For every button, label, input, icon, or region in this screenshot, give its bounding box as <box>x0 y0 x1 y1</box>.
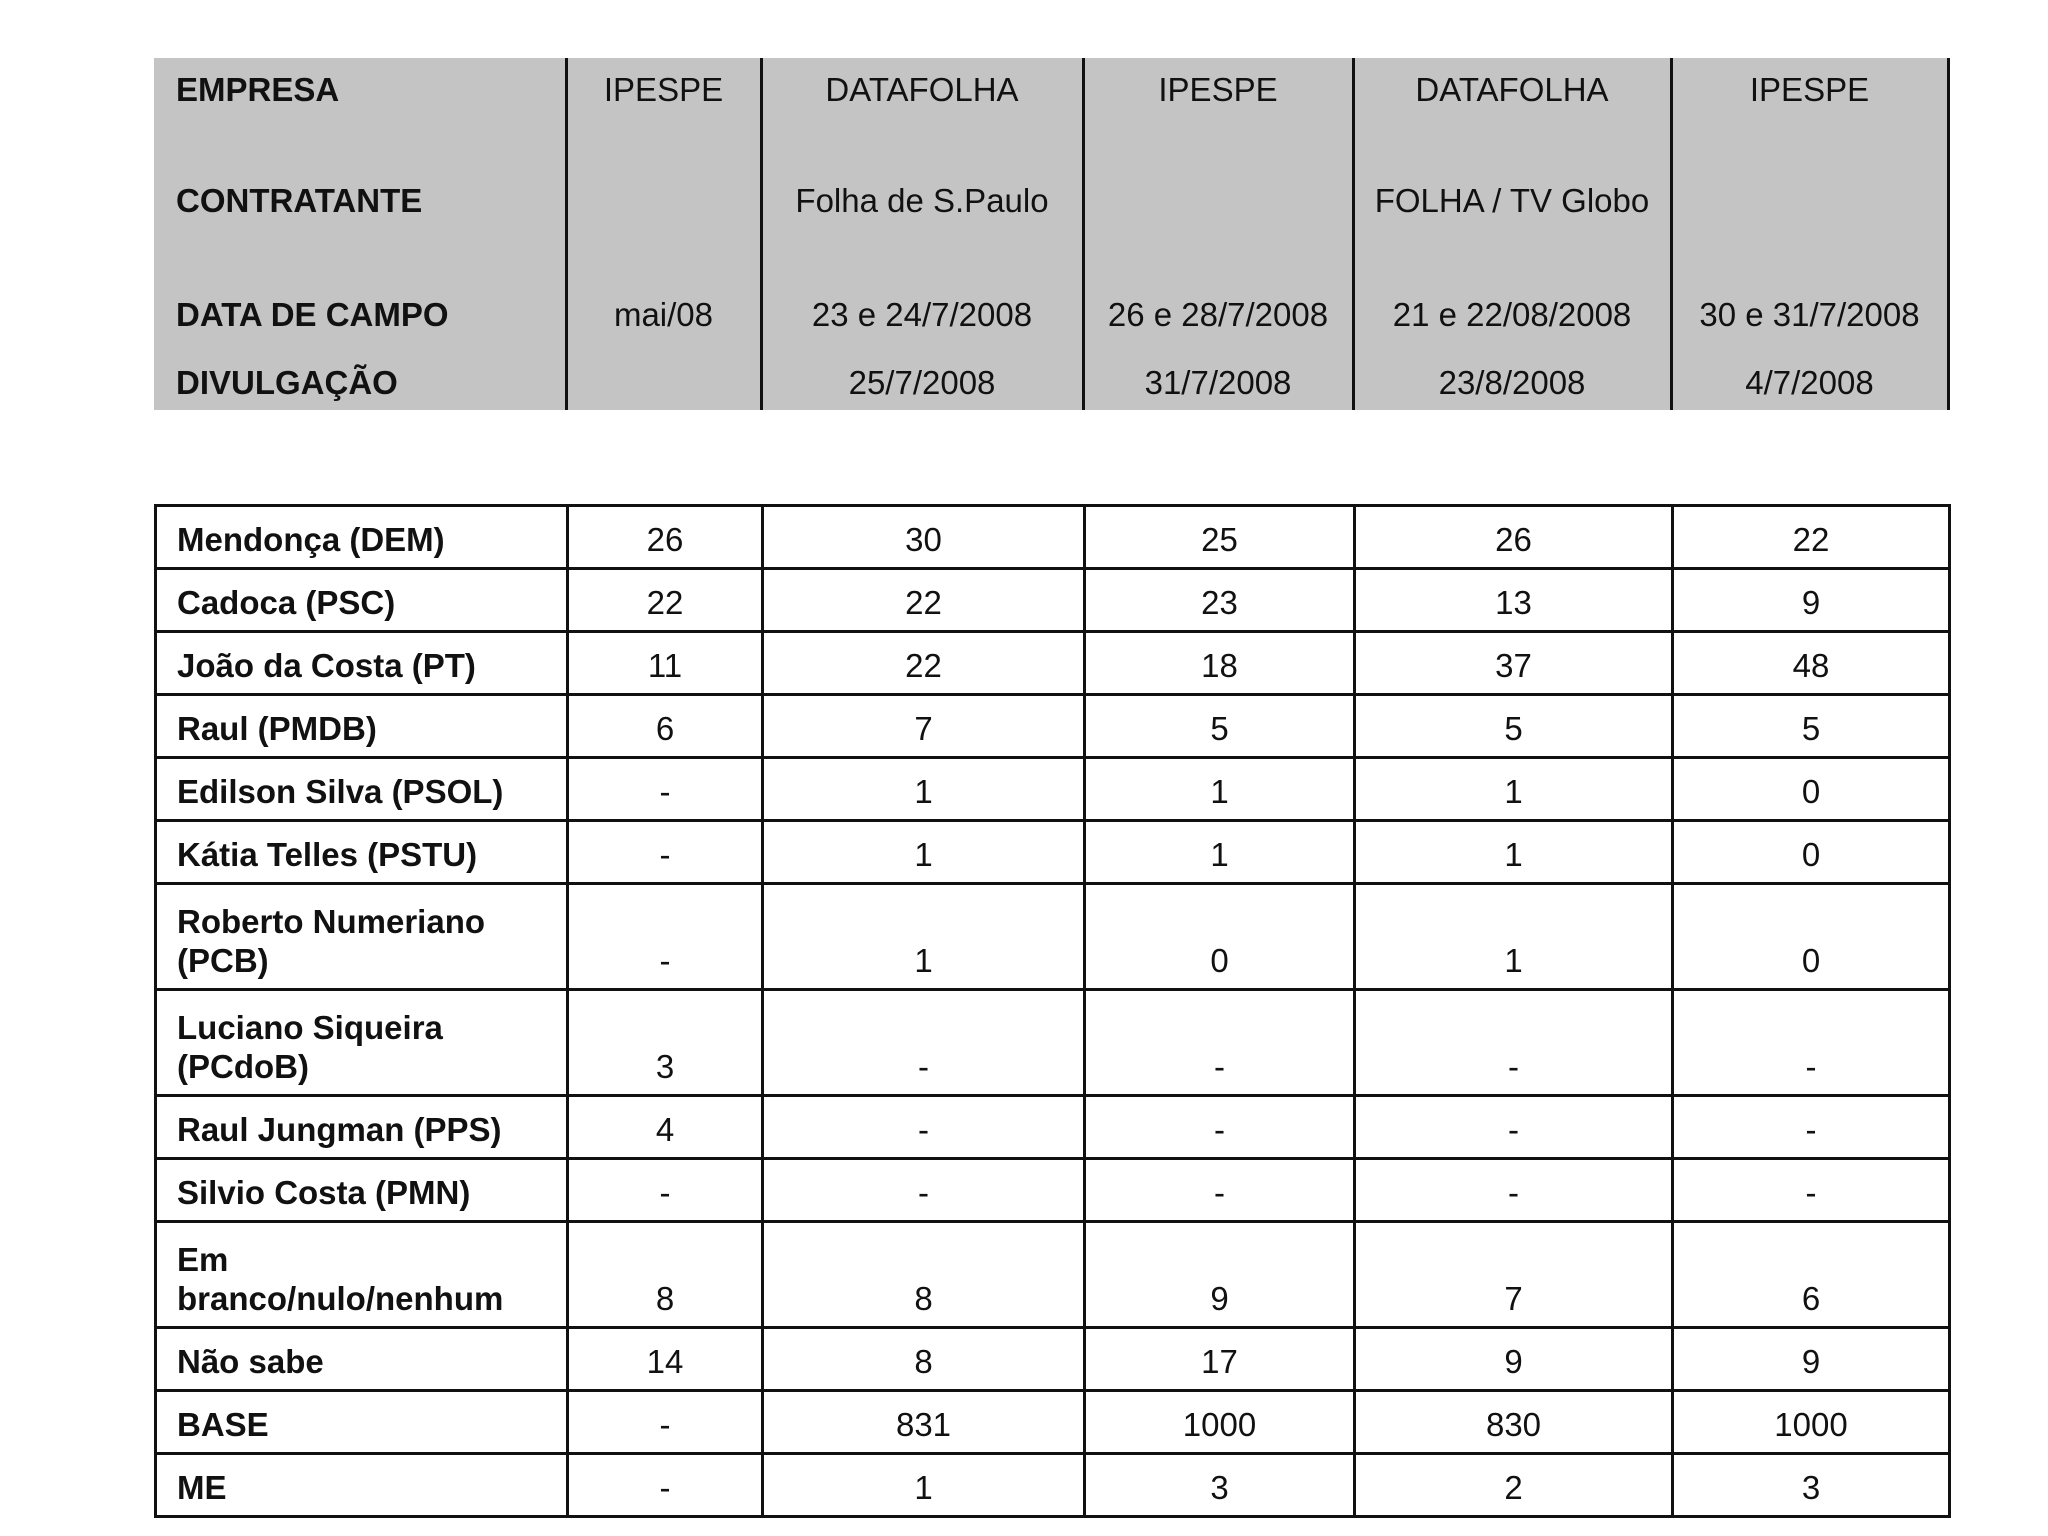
result-cell: 7 <box>1355 1222 1673 1328</box>
result-cell: 1000 <box>1673 1391 1950 1454</box>
table-row <box>156 1159 1950 1222</box>
header-cell: 25/7/2008 <box>761 340 1083 410</box>
header-cell <box>566 340 761 410</box>
header-cell: mai/08 <box>566 228 761 340</box>
candidate-label: João da Costa (PT) <box>156 632 568 695</box>
result-cell: - <box>568 1159 763 1222</box>
result-cell: - <box>568 1454 763 1517</box>
result-cell: 23 <box>1085 569 1355 632</box>
result-cell: - <box>763 990 1085 1096</box>
result-cell: 22 <box>763 569 1085 632</box>
result-cell: 5 <box>1355 695 1673 758</box>
table-row <box>156 990 1950 1096</box>
result-cell: 30 <box>763 506 1085 569</box>
result-cell: 22 <box>1673 506 1950 569</box>
result-cell: 1 <box>1355 758 1673 821</box>
result-cell: - <box>568 1391 763 1454</box>
candidate-label: Kátia Telles (PSTU) <box>156 821 568 884</box>
candidate-label: Edilson Silva (PSOL) <box>156 758 568 821</box>
result-cell: 1 <box>763 821 1085 884</box>
result-cell: - <box>1085 990 1355 1096</box>
header-cell <box>1671 142 1948 228</box>
result-cell: - <box>1355 1159 1673 1222</box>
candidate-label: Mendonça (DEM) <box>156 506 568 569</box>
table-row <box>156 1222 1950 1328</box>
table-row <box>156 632 1950 695</box>
header-label: CONTRATANTE <box>176 182 423 219</box>
result-cell: 9 <box>1355 1328 1673 1391</box>
candidate-label: BASE <box>156 1391 568 1454</box>
header-cell: FOLHA / TV Globo <box>1353 142 1671 228</box>
result-cell: 37 <box>1355 632 1673 695</box>
result-cell: 4 <box>568 1096 763 1159</box>
candidate-label: Luciano Siqueira (PCdoB) <box>156 990 568 1096</box>
header-cell: DATAFOLHA <box>761 58 1083 142</box>
result-cell: 1 <box>763 1454 1085 1517</box>
header-cell: Folha de S.Paulo <box>761 142 1083 228</box>
result-cell: - <box>1355 1096 1673 1159</box>
header-cell: 23/8/2008 <box>1353 340 1671 410</box>
result-cell: 22 <box>568 569 763 632</box>
result-cell: 9 <box>1673 1328 1950 1391</box>
table-row <box>156 569 1950 632</box>
candidate-label: Raul Jungman (PPS) <box>156 1096 568 1159</box>
table-row <box>156 884 1950 990</box>
result-cell: 1 <box>1085 758 1355 821</box>
candidate-label: Raul (PMDB) <box>156 695 568 758</box>
header-label: EMPRESA <box>176 71 340 108</box>
results-table <box>154 504 1951 1518</box>
result-cell: 6 <box>1673 1222 1950 1328</box>
result-cell: 8 <box>763 1328 1085 1391</box>
result-cell: - <box>1673 990 1950 1096</box>
result-cell: 18 <box>1085 632 1355 695</box>
result-cell: 7 <box>763 695 1085 758</box>
table-row <box>156 758 1950 821</box>
result-cell: 0 <box>1085 884 1355 990</box>
header-cell: 30 e 31/7/2008 <box>1671 228 1948 340</box>
result-cell: - <box>763 1096 1085 1159</box>
candidate-label: Não sabe <box>156 1328 568 1391</box>
candidate-label: Em branco/nulo/nenhum <box>156 1222 568 1328</box>
result-cell: 1000 <box>1085 1391 1355 1454</box>
table-row <box>156 1454 1950 1517</box>
result-cell: 1 <box>763 758 1085 821</box>
header-label: DATA DE CAMPO <box>176 296 449 333</box>
result-cell: - <box>763 1159 1085 1222</box>
result-cell: - <box>568 821 763 884</box>
result-cell: 1 <box>1085 821 1355 884</box>
result-cell: 3 <box>1085 1454 1355 1517</box>
result-cell: 1 <box>763 884 1085 990</box>
result-cell: 5 <box>1085 695 1355 758</box>
result-cell: - <box>1355 990 1673 1096</box>
result-cell: - <box>1085 1096 1355 1159</box>
table-row <box>156 506 1950 569</box>
result-cell: - <box>568 884 763 990</box>
result-cell: 9 <box>1085 1222 1355 1328</box>
candidate-label: ME <box>156 1454 568 1517</box>
result-cell: 9 <box>1673 569 1950 632</box>
result-cell: 8 <box>568 1222 763 1328</box>
candidate-label: Roberto Numeriano (PCB) <box>156 884 568 990</box>
result-cell: 830 <box>1355 1391 1673 1454</box>
header-row-empresa <box>154 58 1948 142</box>
result-cell: - <box>1673 1159 1950 1222</box>
header-row-contratante <box>154 142 1948 228</box>
table-row <box>156 821 1950 884</box>
result-cell: 48 <box>1673 632 1950 695</box>
result-cell: 5 <box>1673 695 1950 758</box>
result-cell: 17 <box>1085 1328 1355 1391</box>
result-cell: 11 <box>568 632 763 695</box>
table-row <box>156 1328 1950 1391</box>
header-cell: IPESPE <box>566 58 761 142</box>
candidate-label: Silvio Costa (PMN) <box>156 1159 568 1222</box>
result-cell: 26 <box>1355 506 1673 569</box>
result-cell: 13 <box>1355 569 1673 632</box>
survey-header-table <box>154 58 1950 410</box>
header-cell: 21 e 22/08/2008 <box>1353 228 1671 340</box>
result-cell: 2 <box>1355 1454 1673 1517</box>
header-cell: 23 e 24/7/2008 <box>761 228 1083 340</box>
header-cell <box>566 142 761 228</box>
result-cell: 3 <box>568 990 763 1096</box>
result-cell: 14 <box>568 1328 763 1391</box>
result-cell: 831 <box>763 1391 1085 1454</box>
header-cell: DATAFOLHA <box>1353 58 1671 142</box>
result-cell: 3 <box>1673 1454 1950 1517</box>
result-cell: - <box>568 758 763 821</box>
result-cell: 0 <box>1673 884 1950 990</box>
result-cell: - <box>1085 1159 1355 1222</box>
result-cell: 1 <box>1355 884 1673 990</box>
header-cell: 4/7/2008 <box>1671 340 1948 410</box>
header-cell: IPESPE <box>1671 58 1948 142</box>
result-cell: 6 <box>568 695 763 758</box>
table-row <box>156 695 1950 758</box>
header-row-divulgacao <box>154 340 1948 410</box>
header-row-data-de-campo <box>154 228 1948 340</box>
result-cell: 22 <box>763 632 1085 695</box>
candidate-label: Cadoca (PSC) <box>156 569 568 632</box>
header-cell: IPESPE <box>1083 58 1353 142</box>
header-cell: 26 e 28/7/2008 <box>1083 228 1353 340</box>
result-cell: 0 <box>1673 821 1950 884</box>
header-cell <box>1083 142 1353 228</box>
result-cell: 25 <box>1085 506 1355 569</box>
header-label: DIVULGAÇÃO <box>176 364 398 401</box>
result-cell: - <box>1673 1096 1950 1159</box>
result-cell: 8 <box>763 1222 1085 1328</box>
result-cell: 26 <box>568 506 763 569</box>
result-cell: 0 <box>1673 758 1950 821</box>
table-row <box>156 1391 1950 1454</box>
result-cell: 1 <box>1355 821 1673 884</box>
table-row <box>156 1096 1950 1159</box>
header-cell: 31/7/2008 <box>1083 340 1353 410</box>
